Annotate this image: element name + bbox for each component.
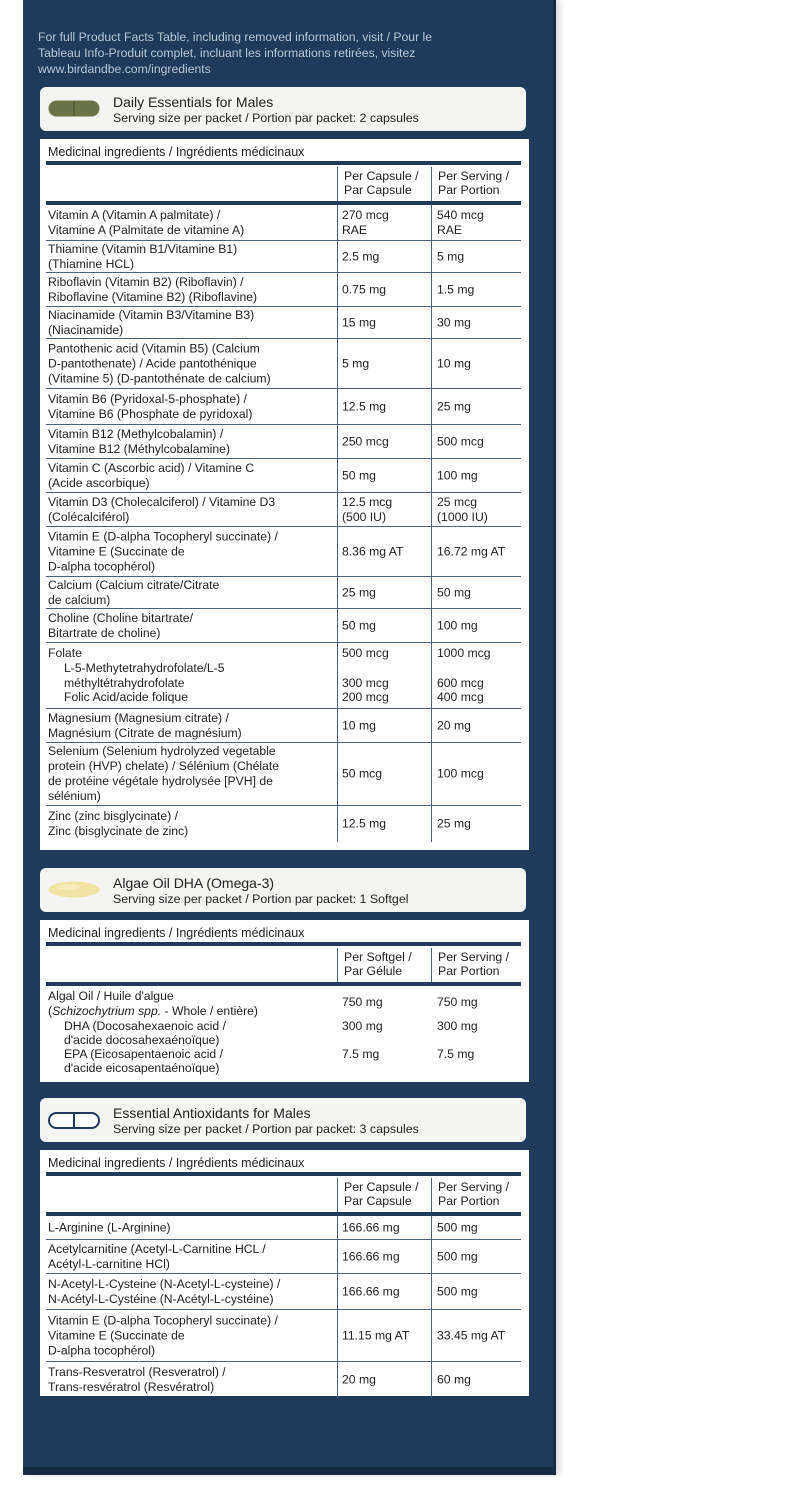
column-header-per-capsule	[344, 1180, 419, 1208]
per-unit-amount	[342, 315, 432, 330]
per-serving-amount-line: (1000 IU)	[437, 509, 488, 524]
per-serving-amount	[437, 1328, 527, 1343]
ingredient-name-line: de protéine végétale hydrolysée [PVH] de	[48, 774, 273, 788]
ingredient-name	[48, 461, 333, 491]
per-serving-amount-line: 25 mg	[437, 816, 471, 831]
per-unit-amount	[342, 356, 432, 371]
per-serving-amount	[437, 399, 527, 414]
species-name: Schizochytrium spp.	[52, 1004, 162, 1018]
per-unit-amount	[342, 718, 432, 733]
column-divider	[431, 806, 432, 842]
column-divider	[431, 459, 432, 492]
section-header-daily-essentials	[40, 87, 526, 131]
column-divider	[337, 1310, 338, 1361]
col-header-line: Par Portion	[438, 1194, 500, 1208]
column-divider	[431, 1310, 432, 1361]
column-divider	[337, 609, 338, 642]
per-unit-amount	[342, 1373, 432, 1388]
per-serving-amount	[437, 434, 527, 449]
ingredient-name-line: Vitamin C (Ascorbic acid) / Vitamine C	[48, 460, 255, 475]
algal-oil-source: (Schizochytrium spp. - Whole / entière)	[48, 1004, 258, 1018]
folate-sub1-per-serving: 600 mcg	[437, 676, 484, 690]
table-row	[46, 1216, 521, 1240]
ingredient-name	[48, 495, 333, 525]
column-divider	[337, 307, 338, 338]
ingredient-name-line: D-alpha tocophérol)	[48, 1343, 156, 1357]
per-unit-amount	[342, 282, 432, 297]
per-serving-amount	[437, 1249, 527, 1264]
per-serving-amount	[437, 468, 527, 483]
per-unit-amount-line: 166.66 mg	[342, 1220, 400, 1234]
ingredient-name-line: Riboflavine (Vitamine B2) (Riboflavine)	[48, 289, 258, 304]
table-row	[46, 273, 521, 307]
column-divider	[431, 1216, 432, 1239]
ingredient-name-line: Zinc (bisglycinate de zinc)	[48, 824, 189, 838]
table-row	[46, 241, 521, 273]
per-unit-amount-line: 0.75 mg	[342, 282, 387, 296]
ingredient-name-line: protein (HVP) chelate) / Sélénium (Chélate	[48, 759, 279, 773]
ingredient-name-line: L-Arginine (L-Arginine)	[48, 1220, 171, 1234]
ingredient-name-line: Trans-resvératrol (Resvératrol)	[48, 1380, 215, 1394]
ingredient-name	[48, 578, 333, 608]
column-divider	[431, 527, 432, 576]
per-unit-amount-line: 166.66 mg	[342, 1249, 400, 1263]
column-divider	[337, 1178, 338, 1212]
column-divider	[431, 205, 432, 240]
ingredient-name-line: Bitartrate de choline)	[48, 625, 161, 640]
ingredient-name-line: Selenium (Selenium hydrolyzed vegetable	[48, 744, 276, 758]
per-unit-amount	[342, 544, 432, 559]
table-row	[46, 743, 521, 806]
column-divider	[431, 1240, 432, 1273]
softgel-icon	[48, 881, 100, 898]
per-serving-amount	[437, 544, 527, 559]
column-header-per-serving	[438, 1180, 509, 1208]
ingredient-name-line: Magnesium (Magnesium citrate) /	[48, 710, 229, 725]
per-serving-amount	[437, 585, 527, 600]
table-row	[46, 1274, 521, 1310]
column-divider	[431, 493, 432, 526]
table-rule	[46, 942, 521, 946]
ingredient-name	[48, 744, 333, 804]
table-header: Medicinal ingredients / Ingrédients médicinaux	[48, 926, 305, 940]
folate-sub2-per-serving: 400 mcg	[437, 690, 484, 704]
ingredient-name-line: Zinc (zinc bisglycinate) /	[48, 809, 179, 823]
per-serving-amount	[437, 767, 527, 782]
section-title: Daily Essentials for Males	[113, 94, 274, 110]
per-unit-amount	[342, 399, 432, 414]
ingredient-name	[48, 308, 333, 338]
ingredient-name-line: N-Acétyl-L-Cystéine (N-Acétyl-L-cystéine)	[48, 1291, 274, 1306]
per-unit-amount	[342, 1249, 432, 1264]
algal-oil-name: Algal Oil / Huile d'algue	[48, 989, 174, 1003]
ingredient-name-line: N-Acetyl-L-Cysteine (N-Acetyl-L-cysteine) /	[48, 1276, 281, 1291]
folate-name: Folate	[48, 646, 82, 660]
per-unit-amount-line: 8.36 mg AT	[342, 544, 404, 558]
per-unit-amount-line: 50 mg	[342, 468, 376, 482]
column-divider	[337, 643, 338, 708]
column-divider	[431, 1362, 432, 1398]
per-unit-amount-line: 50 mg	[342, 618, 376, 632]
per-unit-amount-line: 166.66 mg	[342, 1284, 400, 1298]
ingredient-name-line: Vitamine E (Succinate de	[48, 1328, 185, 1342]
table-row	[46, 307, 521, 339]
folate-sub2-name: Folic Acid/acide folique	[64, 690, 188, 704]
table-row	[46, 493, 521, 527]
ingredient-name-line: Calcium (Calcium citrate/Citrate	[48, 577, 220, 592]
ingredient-name	[48, 392, 333, 422]
white-capsule-icon	[48, 1112, 100, 1129]
column-divider	[337, 1362, 338, 1398]
per-serving-amount	[437, 618, 527, 633]
product-facts-note	[38, 29, 518, 77]
per-unit-amount	[342, 249, 432, 264]
per-serving-amount	[437, 1220, 527, 1235]
ingredient-name	[48, 242, 333, 272]
column-divider	[337, 806, 338, 842]
column-header-per-serving	[438, 950, 509, 978]
column-divider	[337, 1216, 338, 1239]
table-row	[46, 389, 521, 425]
ingredient-name-line: Vitamin D3 (Cholecalciferol) / Vitamine D3	[48, 494, 276, 509]
column-divider	[337, 527, 338, 576]
per-unit-amount	[342, 1220, 432, 1235]
per-serving-amount-line: 100 mg	[437, 618, 478, 632]
column-divider	[337, 339, 338, 388]
ingredient-name-line: Vitamine B6 (Phosphate de pyridoxal)	[48, 406, 253, 421]
ingredient-name-line: Vitamine E (Succinate de	[48, 544, 185, 558]
per-unit-amount-line: 12.5 mcg	[342, 494, 393, 509]
column-divider	[337, 743, 338, 805]
folate-sub2-per-capsule: 200 mcg	[342, 690, 389, 704]
per-serving-amount-line: 60 mg	[437, 1372, 471, 1387]
ingredient-name	[48, 1220, 333, 1235]
table-row	[46, 577, 521, 609]
ingredient-name-line: Vitamine B12 (Méthylcobalamine)	[48, 441, 230, 456]
per-unit-amount-line: 12.5 mg	[342, 816, 387, 831]
col-header-line: Par Capsule	[344, 183, 412, 197]
per-unit-amount	[342, 767, 432, 782]
col-header-line: Per Capsule /	[344, 169, 419, 183]
per-unit-amount-line: 20 mg	[342, 1372, 376, 1387]
ingredient-name-line: Pantothenic acid (Vitamin B5) (Calcium	[48, 341, 260, 355]
col-header-line: Par Gélule	[344, 964, 403, 978]
per-unit-amount	[342, 1328, 432, 1343]
ingredients-table-antioxidants	[40, 1150, 529, 1396]
per-serving-amount-line: 20 mg	[437, 718, 471, 732]
folate-sub1-line1: L-5-Methytetrahydrofolate/L-5	[64, 661, 225, 675]
ingredient-name-line: Niacinamide (Vitamin B3/Vitamine B3)	[48, 307, 255, 322]
ingredient-name-line: Vitamin E (D-alpha Tocopheryl succinate) /	[48, 529, 278, 543]
column-divider	[337, 205, 338, 240]
table-row	[46, 1310, 521, 1362]
col-header-line: Par Portion	[438, 183, 500, 197]
per-unit-amount	[342, 618, 432, 633]
col-header-line: Par Portion	[438, 964, 500, 978]
column-divider	[431, 241, 432, 272]
ingredient-name	[48, 275, 333, 305]
ingredient-name-line: D-alpha tocophérol)	[48, 559, 156, 573]
epa-name-line2: d'acide eicosapentaénoïque)	[64, 1061, 220, 1075]
column-divider	[337, 577, 338, 608]
serving-size: Serving size per packet / Portion par packet: 1 Softgel	[113, 892, 409, 906]
table-row	[46, 459, 521, 493]
ingredient-name	[48, 427, 333, 457]
per-unit-amount	[342, 434, 432, 449]
table-rule	[46, 1172, 521, 1176]
column-divider	[337, 1274, 338, 1309]
per-unit-amount	[342, 817, 432, 832]
per-serving-amount-line: 16.72 mg AT	[437, 544, 506, 558]
table-header: Medicinal ingredients / Ingrédients médicinaux	[48, 145, 305, 159]
ingredient-name	[48, 611, 333, 641]
ingredient-name	[48, 711, 333, 741]
per-unit-amount-line: RAE	[342, 222, 368, 237]
ingredient-name	[48, 809, 333, 839]
ingredient-name	[48, 1242, 333, 1272]
per-serving-amount-line: RAE	[437, 222, 463, 237]
serving-size: Serving size per packet / Portion par packet: 2 capsules	[113, 111, 419, 125]
table-row	[46, 806, 521, 842]
column-divider	[431, 577, 432, 608]
note-line-3: www.birdandbe.com/ingredients	[38, 62, 211, 76]
column-divider	[431, 948, 432, 982]
ingredient-name-line: Trans-Resveratrol (Resveratrol) /	[48, 1365, 226, 1379]
green-capsule-icon	[48, 100, 100, 117]
per-unit-amount-line: 250 mcg	[342, 434, 389, 448]
per-serving-amount-line: 540 mcg	[437, 207, 484, 222]
col-header-line: Par Capsule	[344, 1194, 412, 1208]
per-serving-amount	[437, 208, 527, 238]
note-line-1: For full Product Facts Table, including removed information, visit / Pour le	[38, 30, 433, 44]
table-row	[46, 1362, 521, 1398]
per-serving-amount-line: 500 mg	[437, 1249, 478, 1263]
per-serving-amount-line: 25 mcg	[437, 494, 477, 509]
ingredient-name-line: (Vitamine 5) (D-pantothénate de calcium)	[48, 371, 271, 385]
per-serving-amount-line: 10 mg	[437, 356, 471, 370]
table-rule	[46, 161, 521, 165]
ingredient-name-line: (Acide ascorbique)	[48, 475, 150, 490]
table-row	[46, 1240, 521, 1274]
column-divider	[337, 241, 338, 272]
per-serving-amount	[437, 315, 527, 330]
ingredient-name	[48, 1313, 333, 1358]
column-divider	[431, 307, 432, 338]
column-divider	[431, 1274, 432, 1309]
column-header-per-softgel	[344, 950, 412, 978]
ingredient-name-line: Acetylcarnitine (Acetyl-L-Carnitine HCL /	[48, 1241, 266, 1256]
ingredient-name	[48, 1277, 333, 1307]
per-serving-amount-line: 25 mg	[437, 399, 471, 413]
per-serving-amount-line: 100 mcg	[437, 766, 484, 781]
per-serving-amount-line: 100 mg	[437, 468, 478, 482]
per-serving-amount-line: 500 mcg	[437, 434, 484, 448]
ingredient-name-line: Vitamin B6 (Pyridoxal-5-phosphate) /	[48, 391, 247, 406]
column-divider	[337, 389, 338, 424]
ingredients-table-daily-essentials	[40, 139, 529, 850]
ingredient-name-line: Vitamin E (D-alpha Tocopheryl succinate) /	[48, 1313, 278, 1327]
ingredient-name-line: (Niacinamide)	[48, 322, 124, 337]
per-serving-amount	[437, 817, 527, 832]
folate-sub1-per-capsule: 300 mcg	[342, 676, 389, 690]
dha-per-serving: 300 mg	[437, 1019, 478, 1033]
ingredient-name-line: de calcium)	[48, 592, 111, 607]
per-unit-amount-line: 11.15 mg AT	[342, 1328, 410, 1342]
per-serving-amount	[437, 718, 527, 733]
ingredient-name-line: D-pantothenate) / Acide pantothénique	[48, 356, 257, 370]
table-row	[46, 643, 521, 709]
source-rest: - Whole / entière)	[161, 1004, 258, 1018]
table-row	[46, 609, 521, 643]
column-divider	[431, 339, 432, 388]
epa-per-serving: 7.5 mg	[437, 1047, 475, 1061]
col-header-line: Per Serving /	[438, 169, 510, 183]
ingredient-name	[48, 208, 333, 238]
column-divider	[431, 273, 432, 306]
column-divider	[337, 1240, 338, 1273]
per-serving-amount-line: 50 mg	[437, 585, 471, 599]
dha-name-line2: d'acide docosahexaénoïque)	[64, 1033, 220, 1047]
per-unit-amount-line: 2.5 mg	[342, 249, 380, 263]
algal-per-softgel: 750 mg	[342, 995, 383, 1009]
table-row	[46, 527, 521, 577]
section-header-algae-oil	[40, 868, 526, 912]
table-row	[46, 205, 521, 241]
ingredients-table-algae-oil	[40, 920, 529, 1082]
column-divider	[431, 389, 432, 424]
column-divider	[337, 167, 338, 201]
per-unit-amount-line: 5 mg	[342, 356, 370, 370]
ingredient-name-line: sélénium)	[48, 789, 101, 803]
per-unit-amount-line: 270 mcg	[342, 207, 389, 222]
col-header-line: Per Softgel /	[344, 950, 412, 964]
ingredient-name-line: Choline (Choline bitartrate/	[48, 610, 193, 625]
ingredient-name	[48, 529, 333, 574]
ingredient-name-line: Vitamin A (Vitamin A palmitate) /	[48, 207, 221, 222]
folate-per-capsule: 500 mcg	[342, 646, 389, 660]
per-serving-amount	[437, 1373, 527, 1388]
col-header-line: Per Serving /	[438, 1180, 510, 1194]
table-header: Medicinal ingredients / Ingrédients médicinaux	[48, 1156, 305, 1170]
per-serving-amount	[437, 282, 527, 297]
per-serving-amount-line: 500 mg	[437, 1220, 478, 1234]
ingredient-name	[48, 341, 333, 386]
column-divider	[337, 709, 338, 742]
per-unit-amount	[342, 468, 432, 483]
ingredient-name-line: Thiamine (Vitamin B1/Vitamine B1)	[48, 241, 238, 256]
table-row	[46, 425, 521, 459]
section-title: Essential Antioxidants for Males	[113, 1105, 311, 1121]
per-serving-amount-line: 1.5 mg	[437, 282, 475, 296]
column-header-per-capsule	[344, 169, 419, 197]
ingredient-name-line: (Thiamine HCL)	[48, 256, 135, 271]
column-header-per-serving	[438, 169, 509, 197]
ingredient-name	[48, 1365, 333, 1395]
column-divider	[431, 1178, 432, 1212]
per-serving-amount	[437, 356, 527, 371]
column-divider	[431, 709, 432, 742]
ingredient-name-line: Riboflavin (Vitamin B2) (Riboflavin) /	[48, 274, 244, 289]
per-unit-amount	[342, 208, 432, 238]
per-serving-amount-line: 33.45 mg AT	[437, 1328, 506, 1342]
per-serving-amount	[437, 1284, 527, 1299]
col-header-line: Per Capsule /	[344, 1180, 419, 1194]
section-title: Algae Oil DHA (Omega-3)	[113, 875, 275, 891]
column-divider	[431, 425, 432, 458]
column-divider	[337, 459, 338, 492]
per-unit-amount	[342, 585, 432, 600]
per-unit-amount-line: 12.5 mg	[342, 399, 387, 413]
dha-per-softgel: 300 mg	[342, 1019, 383, 1033]
per-serving-amount-line: 5 mg	[437, 249, 465, 263]
column-divider	[431, 743, 432, 805]
table-row	[46, 709, 521, 743]
column-divider	[337, 425, 338, 458]
table-rule	[46, 982, 521, 986]
column-divider	[431, 643, 432, 708]
ingredient-name-line: Vitamin B12 (Methylcobalamin) /	[48, 426, 224, 441]
column-divider	[337, 493, 338, 526]
ingredient-name-line: Vitamine A (Palmitate de vitamine A)	[48, 222, 245, 237]
algal-per-serving: 750 mg	[437, 995, 478, 1009]
column-divider	[431, 167, 432, 201]
per-unit-amount-line: 15 mg	[342, 315, 376, 329]
folate-sub1-line2: méthyltétrahydrofolate	[64, 676, 185, 690]
ingredient-name-line: Acétyl-L-carnitine HCl)	[48, 1256, 170, 1271]
epa-per-softgel: 7.5 mg	[342, 1047, 380, 1061]
per-unit-amount-line: 10 mg	[342, 718, 376, 732]
dha-name-line1: DHA (Docosahexaenoic acid /	[64, 1019, 226, 1033]
per-serving-amount-line: 500 mg	[437, 1284, 478, 1298]
per-serving-amount-line: 30 mg	[437, 315, 471, 329]
section-header-antioxidants	[40, 1098, 526, 1142]
ingredient-name-line: Magnésium (Citrate de magnésium)	[48, 725, 242, 740]
folate-per-serving: 1000 mcg	[437, 646, 491, 660]
per-serving-amount	[437, 495, 527, 525]
col-header-line: Per Serving /	[438, 950, 510, 964]
note-line-2: Tableau Info-Produit complet, incluant les informations retirées, visitez	[38, 46, 416, 60]
per-unit-amount-line: (500 IU)	[342, 509, 387, 524]
column-divider	[337, 273, 338, 306]
column-divider	[431, 609, 432, 642]
ingredient-name-line: (Colécalciférol)	[48, 509, 130, 524]
per-serving-amount	[437, 249, 527, 264]
per-unit-amount	[342, 495, 432, 525]
serving-size: Serving size per packet / Portion par packet: 3 capsules	[113, 1122, 419, 1136]
per-unit-amount-line: 25 mg	[342, 585, 376, 599]
per-unit-amount	[342, 1284, 432, 1299]
epa-name-line1: EPA (Eicosapentaenoic acid /	[64, 1047, 223, 1061]
column-divider	[337, 948, 338, 982]
table-row	[46, 339, 521, 389]
per-unit-amount-line: 50 mcg	[342, 766, 382, 781]
